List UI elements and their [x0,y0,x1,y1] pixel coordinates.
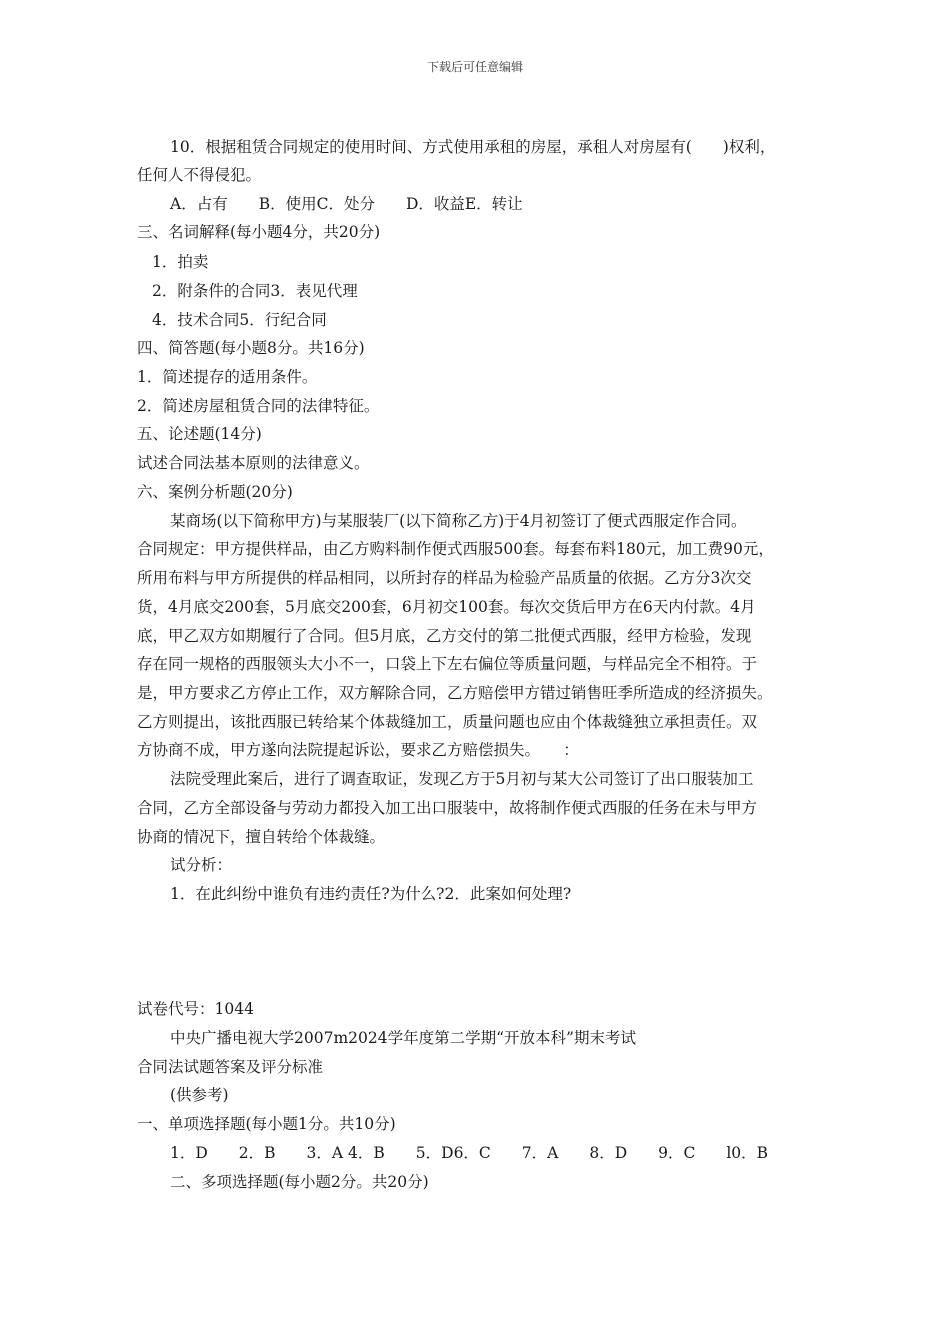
answer-section-2-heading: 二、多项选择题(每小题2分。共20分) [170,1173,429,1191]
section-5-heading: 五、论述题(14分) [137,425,262,443]
answer-key-title: 合同法试题答案及评分标准 [137,1058,324,1076]
exam-title: 中央广播电视大学2007m2024学年度第二学期“开放本科”期末考试 [170,1029,636,1047]
case-paragraph-1-line-8: 乙方则提出，该批西服已转给某个体裁缝加工，质量问题也应由个体裁缝独立承担责任。双 [137,713,758,731]
case-paragraph-2-line-1: 法院受理此案后，进行了调查取证，发现乙方于5月初与某大公司签订了出口服装加工 [170,770,754,788]
case-paragraph-1-line-3: 所用布料与甲方所提供的样品相同，以所封存的样品为检验产品质量的依据。乙方分3次交 [137,569,752,587]
answer-section-1-heading: 一、单项选择题(每小题1分。共10分) [137,1115,396,1133]
essay-question: 试述合同法基本原则的法律意义。 [137,454,370,472]
term-item-2-3: 2．附条件的合同3．表见代理 [152,282,358,300]
page-header: 下载后可任意编辑 [426,60,523,74]
term-item-4-5: 4．技术合同5．行纪合同 [152,311,327,329]
case-paragraph-1-line-6: 存在同一规格的西服领头大小不一，口袋上下左右偏位等质量问题，与样品完全不相符。于 [137,655,758,673]
case-paragraph-1-line-1: 某商场(以下简称甲方)与某服装厂(以下简称乙方)于4月初签订了便式西服定作合同。 [170,512,747,530]
for-reference-note: (供参考) [170,1086,229,1104]
case-paragraph-1-line-4: 货，4月底交200套，5月底交200套，6月初交100套。每次交货后甲方在6天内付款。4月 [137,598,756,616]
short-answer-2: 2．简述房屋租赁合同的法律特征。 [137,397,380,415]
case-paragraph-2-line-2: 合同，乙方全部设备与劳动力都投入加工出口服装中，故将制作便式西服的任务在未与甲方 [137,799,758,817]
term-item-1: 1．拍卖 [152,253,209,271]
short-answer-1: 1．简述提存的适用条件。 [137,368,318,386]
answer-section-1-answers: 1．D 2．B 3．A 4．B 5．D6．C 7．A 8．D 9．C l0．B [170,1144,769,1162]
paper-code: 试卷代号：1044 [137,1000,254,1018]
case-paragraph-1-line-2: 合同规定：甲方提供样品，由乙方购料制作便式西服500套。每套布料180元，加工费90元， [137,540,774,558]
section-4-heading: 四、简答题(每小题8分。共16分) [137,339,365,357]
case-paragraph-2-line-3: 协商的情况下，擅自转给个体裁缝。 [137,828,386,846]
section-6-heading: 六、案例分析题(20分) [137,483,293,501]
case-paragraph-1-line-5: 底，甲乙双方如期履行了合同。但5月底，乙方交付的第二批便式西服，经甲方检验，发现 [137,627,752,645]
question-10-options: A．占有 B．使用C．处分 D．收益E．转让 [170,195,523,213]
section-3-heading: 三、名词解释(每小题4分，共20分) [137,223,381,241]
analysis-questions: 1．在此纠纷中谁负有违约责任?为什么?2．此案如何处理? [170,885,572,903]
case-paragraph-1-line-7: 是，甲方要求乙方停止工作，双方解除合同，乙方赔偿甲方错过销售旺季所造成的经济损失。 [137,684,773,702]
case-paragraph-1-line-9: 方协商不成，甲方遂向法院提起诉讼，要求乙方赔偿损失。 ： [137,741,579,759]
question-10-line-1: 10．根据租赁合同规定的使用时间、方式使用承租的房屋，承租人对房屋有( )权利， [170,138,776,156]
question-10-line-2: 任何人不得侵犯。 [137,166,262,184]
analysis-prompt: 试分析： [170,856,233,874]
